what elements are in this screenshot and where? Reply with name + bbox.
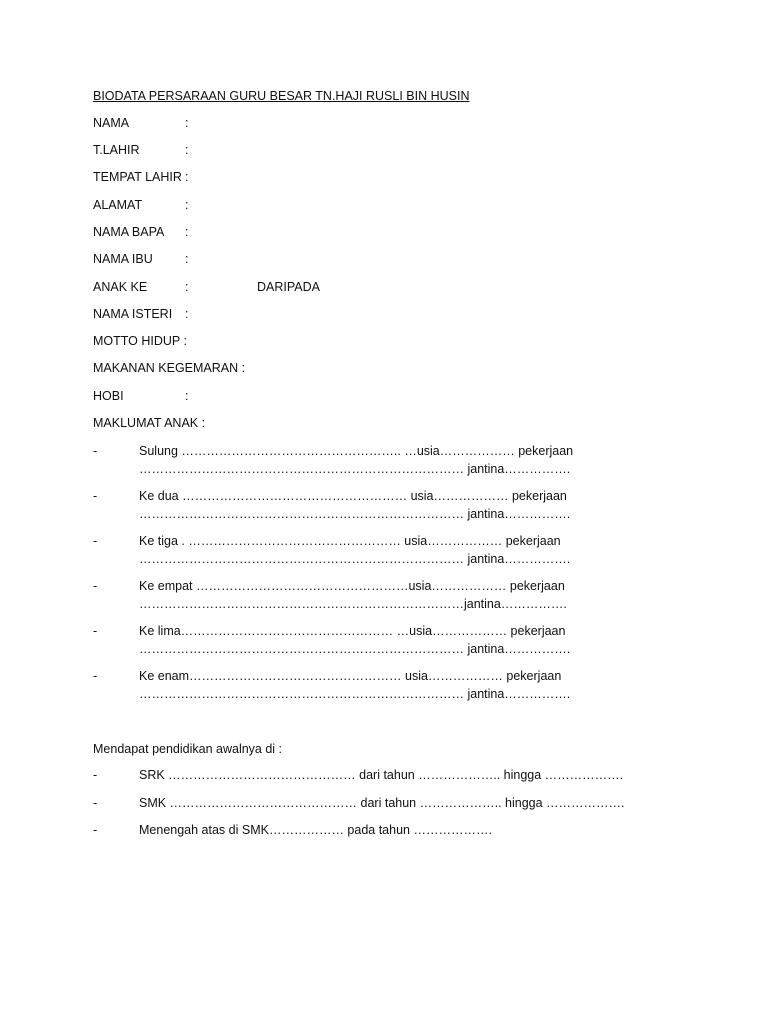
field-colon: : <box>185 198 189 212</box>
field-label: NAMA ISTERI <box>93 307 173 321</box>
field-alamat <box>93 197 189 213</box>
bullet-dash: - <box>93 768 98 782</box>
child-line-1: Ke enam…………………………………………… usia……………… pekerjaan <box>139 669 562 683</box>
field-anak-ke <box>93 279 320 295</box>
bullet-dash: - <box>93 534 98 548</box>
bullet-dash: - <box>93 624 98 638</box>
bullet-dash: - <box>93 796 98 810</box>
field-hobi <box>93 388 189 404</box>
field-colon: : <box>185 307 189 321</box>
field-daripada: DARIPADA <box>257 280 320 294</box>
bullet-dash: - <box>93 489 98 503</box>
field-nama-isteri <box>93 306 189 322</box>
field-colon: : <box>185 252 189 266</box>
field-colon: : <box>185 143 189 157</box>
field-colon: : <box>185 225 189 239</box>
bullet-dash: - <box>93 444 98 458</box>
field-label: TEMPAT LAHIR <box>93 170 182 184</box>
education-heading: Mendapat pendidikan awalnya di : <box>93 742 283 756</box>
field-label: NAMA IBU <box>93 252 153 266</box>
bullet-dash: - <box>93 579 98 593</box>
child-line-2: …………………………………………………………………… jantina……………. <box>139 552 571 566</box>
field-colon: : <box>185 116 189 130</box>
field-nama <box>93 115 189 131</box>
field-label: ANAK KE <box>93 280 148 294</box>
document-title: BIODATA PERSARAAN GURU BESAR TN.HAJI RUSLI BIN HUSIN <box>93 89 470 103</box>
field-nama-bapa <box>93 224 189 240</box>
bullet-dash: - <box>93 823 98 837</box>
field-tarikh-lahir <box>93 142 189 158</box>
child-line-2: …………………………………………………………………… jantina……………. <box>139 507 571 521</box>
field-colon: : <box>185 389 189 403</box>
child-line-1: Ke tiga . …………………………………………… usia……………… pekerjaan <box>139 534 561 548</box>
child-line-1: Ke empat ……………………………………………usia……………… pekerjaan <box>139 579 565 593</box>
field-colon: : <box>185 170 189 184</box>
child-line-1: Sulung …………………………………………….. …usia……………… pekerjaan <box>139 444 574 458</box>
field-nama-ibu <box>93 251 189 267</box>
field-motto-hidup: MOTTO HIDUP : <box>93 334 187 348</box>
child-line-2: …………………………………………………………………… jantina……………. <box>139 642 571 656</box>
child-line-1: Ke dua ……………………………………………… usia……………… pekerjaan <box>139 489 567 503</box>
field-colon: : <box>185 280 189 294</box>
child-line-1: Ke lima…………………………………………… …usia……………… pekerjaan <box>139 624 566 638</box>
field-label: T.LAHIR <box>93 143 140 157</box>
field-label: NAMA <box>93 116 130 130</box>
child-line-2: …………………………………………………………………… jantina……………. <box>139 462 571 476</box>
education-text: SRK ……………………………………… dari tahun ……………….. hingga ………………. <box>139 768 624 782</box>
field-tempat-lahir <box>93 169 189 185</box>
child-line-2: …………………………………………………………………… jantina……………. <box>139 687 571 701</box>
field-label: ALAMAT <box>93 198 143 212</box>
field-makanan-kegemaran: MAKANAN KEGEMARAN : <box>93 361 246 375</box>
education-text: SMK ……………………………………… dari tahun ……………….. hingga ………………. <box>139 796 625 810</box>
child-line-2: ……………………………………………………………………jantina……………. <box>139 597 567 611</box>
bullet-dash: - <box>93 669 98 683</box>
field-label: NAMA BAPA <box>93 225 165 239</box>
section-maklumat-anak: MAKLUMAT ANAK : <box>93 416 206 430</box>
field-label: HOBI <box>93 389 124 403</box>
education-text: Menengah atas di SMK……………… pada tahun ………………. <box>139 823 492 837</box>
